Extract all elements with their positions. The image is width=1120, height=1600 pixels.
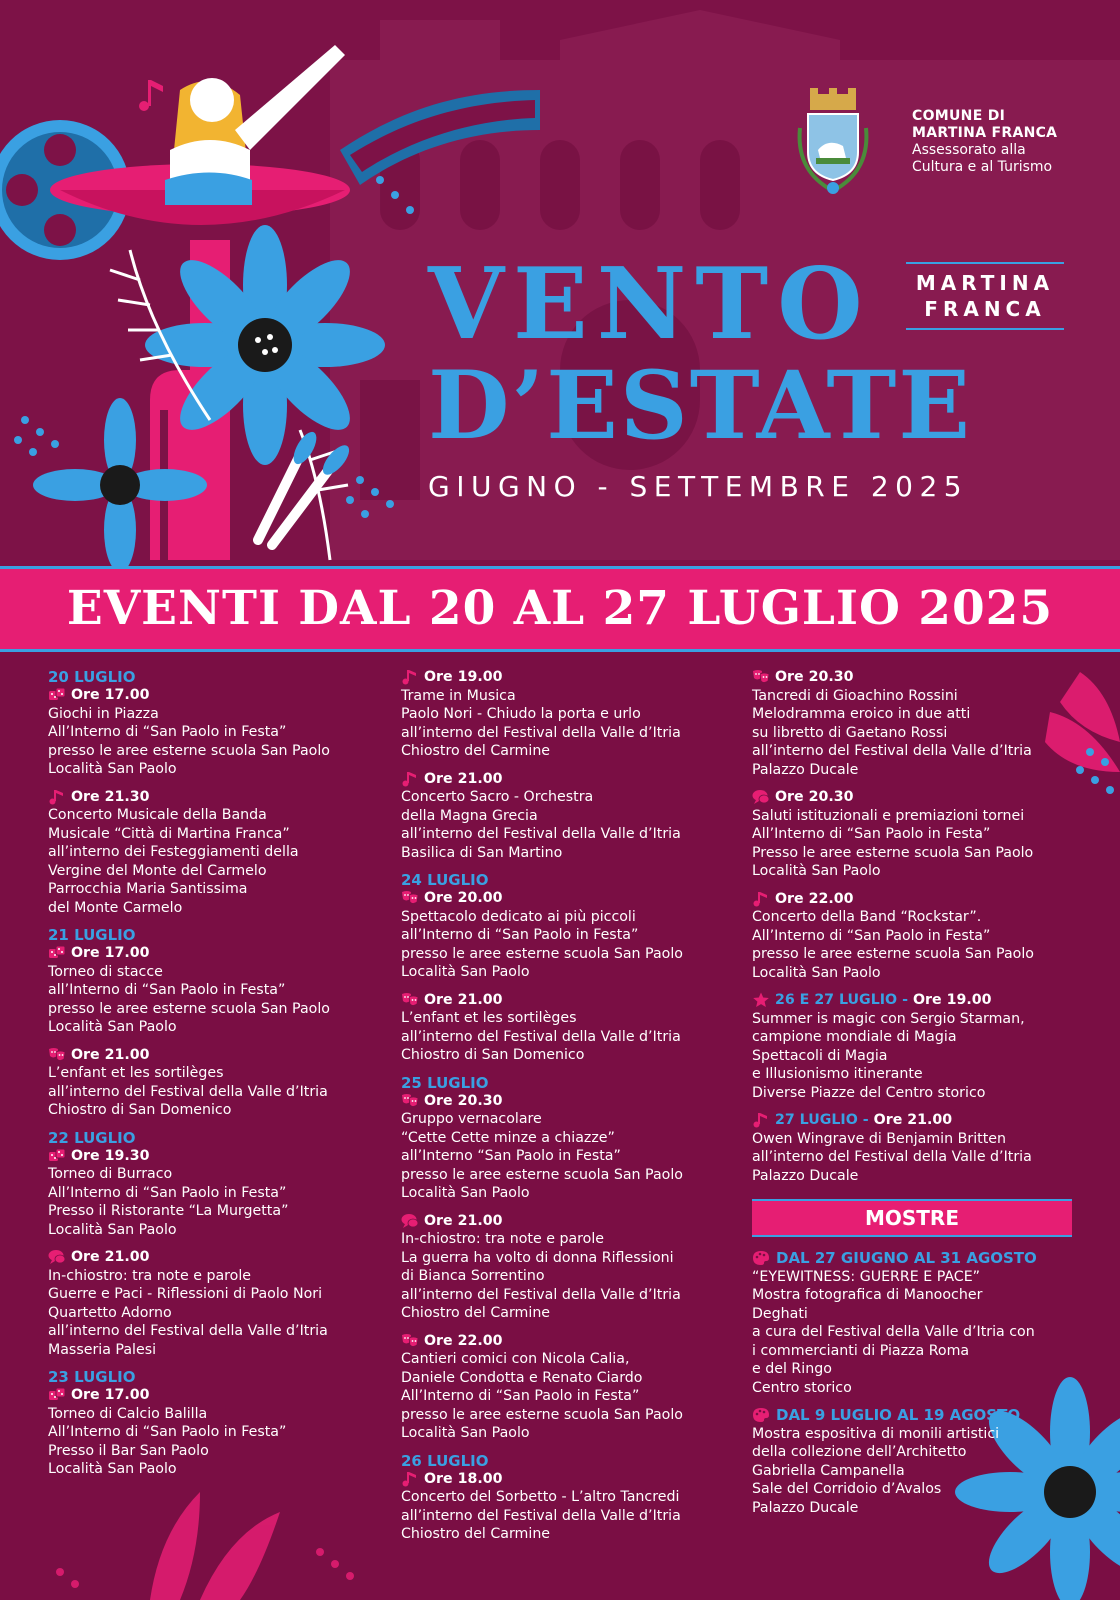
event-time: Ore 20.00 bbox=[424, 890, 503, 906]
music-note-icon bbox=[48, 789, 66, 805]
exhibition-period: DAL 9 LUGLIO AL 19 AGOSTO bbox=[776, 1406, 1021, 1424]
event-date: 22 LUGLIO bbox=[48, 1128, 136, 1147]
event-date: 26 E 27 LUGLIO bbox=[775, 992, 898, 1008]
exhibition-line: Sale del Corridoio d’Avalos bbox=[752, 1481, 942, 1497]
dice-icon bbox=[48, 1148, 66, 1164]
event-line: del Monte Carmelo bbox=[48, 899, 183, 916]
event-date: 25 LUGLIO bbox=[401, 1073, 489, 1092]
events-column-2 bbox=[401, 668, 731, 1553]
event-item bbox=[48, 1248, 378, 1359]
event-item bbox=[752, 991, 1087, 1102]
event-time-row bbox=[401, 1470, 731, 1489]
event-line: presso le aree esterne scuola San Paolo bbox=[48, 1000, 330, 1017]
event-line: Presso il Bar San Paolo bbox=[48, 1442, 209, 1459]
event-time-row bbox=[401, 668, 731, 687]
event-line: All’Interno di “San Paolo in Festa” bbox=[401, 1388, 640, 1404]
event-line: Palazzo Ducale bbox=[752, 761, 859, 778]
event-line: L’enfant et les sortilèges bbox=[48, 1065, 224, 1081]
event-line: Gruppo vernacolare bbox=[401, 1111, 542, 1127]
event-line: campione mondiale di Magia bbox=[752, 1029, 957, 1045]
events-banner-title: EVENTI DAL 20 AL 27 LUGLIO 2025 bbox=[66, 581, 1054, 636]
event-item bbox=[48, 1129, 378, 1240]
event-line: su libretto di Gaetano Rossi bbox=[752, 724, 948, 741]
event-item bbox=[401, 991, 731, 1065]
event-line: all’Interno “San Paolo in Festa” bbox=[401, 1148, 621, 1164]
event-item bbox=[752, 668, 1087, 779]
dice-icon bbox=[48, 687, 66, 703]
event-time: Ore 20.30 bbox=[775, 669, 854, 685]
event-line: presso le aree esterne scuola San Paolo bbox=[401, 945, 683, 962]
event-time: Ore 17.00 bbox=[71, 1387, 150, 1403]
event-line: All’Interno di “San Paolo in Festa” bbox=[752, 927, 991, 944]
event-line: Spettacolo dedicato ai più piccoli bbox=[401, 908, 636, 925]
assessorato-line-2: Cultura e al Turismo bbox=[912, 159, 1053, 175]
star-icon bbox=[752, 992, 770, 1008]
event-item bbox=[401, 770, 731, 863]
event-line: Chiostro del Carmine bbox=[401, 1526, 551, 1542]
event-time-row bbox=[752, 668, 1087, 687]
event-time-row bbox=[401, 770, 731, 789]
exhibition-line: a cura del Festival della Valle d’Itria con bbox=[752, 1324, 1035, 1340]
event-line: Parrocchia Maria Santissima bbox=[48, 881, 248, 897]
event-time-row bbox=[401, 991, 731, 1010]
event-line: Diverse Piazze del Centro storico bbox=[752, 1084, 986, 1101]
date-time-separator: - bbox=[902, 992, 908, 1008]
event-line: Torneo di Burraco bbox=[48, 1166, 173, 1182]
event-line: all’interno del Festival della Valle d’Itria bbox=[752, 1149, 1032, 1165]
event-line: all’interno del Festival della Valle d’Itria bbox=[401, 826, 681, 842]
exhibition-line: Centro storico bbox=[752, 1379, 852, 1396]
event-line: L’enfant et les sortilèges bbox=[401, 1010, 577, 1026]
music-note-decoration bbox=[139, 80, 163, 111]
exhibition-line: “EYEWITNESS: GUERRE E PACE” bbox=[752, 1268, 981, 1285]
event-line: Località San Paolo bbox=[752, 863, 881, 879]
event-line: Basilica di San Martino bbox=[401, 844, 563, 861]
event-date: 20 LUGLIO bbox=[48, 668, 136, 686]
event-line: Palazzo Ducale bbox=[752, 1167, 859, 1184]
event-time-row bbox=[752, 890, 1087, 909]
event-date: 26 LUGLIO bbox=[401, 1451, 489, 1470]
event-line: e Illusionismo itinerante bbox=[752, 1066, 923, 1082]
event-line: Località San Paolo bbox=[401, 1425, 530, 1441]
theater-masks-icon bbox=[401, 1333, 419, 1349]
event-line: Presso le aree esterne scuola San Paolo bbox=[752, 844, 1034, 861]
event-line: Concerto della Band “Rockstar”. bbox=[752, 909, 982, 925]
exhibition-line: Mostra espositiva di monili artistici bbox=[752, 1425, 1000, 1442]
event-time-row bbox=[401, 1212, 731, 1231]
event-time-row bbox=[48, 1386, 378, 1405]
event-line: Chiostro di San Domenico bbox=[48, 1102, 232, 1118]
event-time: Ore 21.00 bbox=[424, 1212, 503, 1229]
event-line: Daniele Condotta e Renato Ciardo bbox=[401, 1369, 643, 1386]
event-line: Località San Paolo bbox=[401, 1185, 530, 1201]
theater-masks-icon bbox=[401, 1093, 419, 1109]
event-date: 23 LUGLIO bbox=[48, 1368, 136, 1386]
event-time: Ore 21.00 bbox=[424, 770, 503, 787]
event-line: all’interno del Festival della Valle d’Itria bbox=[401, 724, 681, 741]
event-time-row bbox=[401, 889, 731, 908]
exhibition-line: della collezione dell’Architetto bbox=[752, 1444, 967, 1460]
event-time: Ore 17.00 bbox=[71, 687, 150, 703]
event-date: 24 LUGLIO bbox=[401, 871, 489, 889]
dice-icon bbox=[48, 945, 66, 961]
event-line: all’interno del Festival della Valle d’Itria bbox=[401, 1286, 681, 1303]
event-item bbox=[48, 1046, 378, 1120]
event-time-row bbox=[752, 788, 1087, 807]
assessorato-line-1: Assessorato alla bbox=[912, 142, 1026, 158]
event-item bbox=[401, 871, 731, 982]
speech-bubble-icon bbox=[752, 789, 770, 805]
exhibition-line: Palazzo Ducale bbox=[752, 1499, 859, 1516]
exhibition-period: DAL 27 GIUGNO AL 31 AGOSTO bbox=[776, 1249, 1037, 1267]
event-time-row bbox=[401, 1332, 731, 1351]
city-line-2: FRANCA bbox=[924, 297, 1046, 321]
event-time-row bbox=[48, 1046, 378, 1065]
event-item bbox=[401, 1452, 731, 1544]
event-line: Località San Paolo bbox=[48, 1221, 177, 1238]
event-line: presso le aree esterne scuola San Paolo bbox=[401, 1406, 683, 1423]
event-time-row bbox=[48, 1248, 378, 1267]
speech-bubble-icon bbox=[48, 1249, 66, 1265]
event-line: Melodramma eroico in due atti bbox=[752, 706, 971, 722]
theater-masks-icon bbox=[401, 890, 419, 906]
event-date: 21 LUGLIO bbox=[48, 926, 136, 944]
event-line: Località San Paolo bbox=[48, 1461, 177, 1477]
event-line: All’Interno di “San Paolo in Festa” bbox=[48, 1184, 287, 1201]
event-line: all’interno dei Festeggiamenti della bbox=[48, 844, 299, 860]
event-line: Trame in Musica bbox=[401, 687, 516, 704]
comune-line-1: COMUNE DI bbox=[912, 108, 1006, 124]
event-time: Ore 22.00 bbox=[424, 1332, 503, 1349]
festival-dates: GIUGNO - SETTEMBRE 2025 bbox=[428, 470, 969, 503]
event-line: Torneo di Calcio Balilla bbox=[48, 1405, 208, 1422]
event-time: Ore 19.00 bbox=[424, 669, 503, 685]
event-line: all’interno del Festival della Valle d’Itria bbox=[752, 743, 1032, 759]
event-line: Concerto del Sorbetto - L’altro Tancredi bbox=[401, 1489, 680, 1505]
exhibition-period-row bbox=[752, 1249, 1087, 1268]
event-line: di Bianca Sorrentino bbox=[401, 1268, 545, 1284]
event-line: Chiostro del Carmine bbox=[401, 743, 551, 759]
exhibition-line: Gabriella Campanella bbox=[752, 1462, 905, 1479]
event-time-row bbox=[752, 1111, 1087, 1130]
exhibition-line: Deghati bbox=[752, 1305, 808, 1322]
event-time-row bbox=[48, 686, 378, 705]
event-line: Musicale “Città di Martina Franca” bbox=[48, 825, 290, 842]
palette-icon bbox=[752, 1407, 770, 1423]
event-time-row bbox=[401, 1092, 731, 1111]
event-line: presso le aree esterne scuola San Paolo bbox=[752, 946, 1034, 962]
event-line: In-chiostro: tra note e parole bbox=[48, 1267, 252, 1284]
event-line: All’Interno di “San Paolo in Festa” bbox=[48, 1424, 287, 1440]
event-line: Giochi in Piazza bbox=[48, 705, 159, 722]
event-line: Guerre e Paci - Riflessioni di Paolo Nori bbox=[48, 1286, 323, 1302]
exhibition-line: e del Ringo bbox=[752, 1361, 832, 1377]
exhibition-line: i commercianti di Piazza Roma bbox=[752, 1342, 970, 1359]
event-item bbox=[48, 1368, 378, 1479]
event-item bbox=[401, 1074, 731, 1203]
event-time: Ore 20.30 bbox=[775, 789, 854, 805]
event-line: all’Interno di “San Paolo in Festa” bbox=[401, 927, 639, 943]
event-line: Chiostro di San Domenico bbox=[401, 1047, 585, 1063]
music-note-icon bbox=[401, 669, 419, 685]
event-line: All’Interno di “San Paolo in Festa” bbox=[48, 724, 287, 740]
city-label bbox=[906, 262, 1064, 330]
event-time: Ore 21.00 bbox=[71, 1249, 150, 1265]
music-note-icon bbox=[752, 1112, 770, 1128]
event-line: Summer is magic con Sergio Starman, bbox=[752, 1010, 1025, 1027]
music-note-icon bbox=[752, 891, 770, 907]
event-line: Paolo Nori - Chiudo la porta e urlo bbox=[401, 706, 641, 722]
event-line: Owen Wingrave di Benjamin Britten bbox=[752, 1130, 1006, 1147]
event-time-row bbox=[752, 991, 1087, 1010]
event-line: La guerra ha volto di donna Riflessioni bbox=[401, 1249, 674, 1266]
events-column-1 bbox=[48, 668, 378, 1488]
title-line-2: D’ESTATE bbox=[428, 351, 972, 461]
event-time: Ore 21.00 bbox=[873, 1112, 953, 1128]
event-line: Cantieri comici con Nicola Calia, bbox=[401, 1351, 630, 1367]
event-line: all’interno del Festival della Valle d’Itria bbox=[401, 1507, 681, 1524]
event-line: All’Interno di “San Paolo in Festa” bbox=[752, 826, 991, 842]
theater-masks-icon bbox=[48, 1047, 66, 1063]
event-item bbox=[401, 1212, 731, 1323]
event-line: della Magna Grecia bbox=[401, 807, 538, 824]
speech-bubble-icon bbox=[401, 1213, 419, 1229]
event-time-row bbox=[48, 788, 378, 807]
theater-masks-icon bbox=[752, 669, 770, 685]
event-time: Ore 21.30 bbox=[71, 788, 150, 805]
event-line: Vergine del Monte del Carmelo bbox=[48, 862, 267, 879]
event-item bbox=[401, 668, 731, 761]
event-time: Ore 19.30 bbox=[71, 1147, 150, 1164]
city-line-1: MARTINA bbox=[915, 271, 1055, 295]
event-item bbox=[48, 926, 378, 1037]
theater-masks-icon bbox=[401, 992, 419, 1008]
municipality-label bbox=[912, 108, 1057, 176]
event-line: “Cette Cette minze a chiazze” bbox=[401, 1129, 615, 1146]
event-time: Ore 21.00 bbox=[424, 991, 503, 1008]
event-time-row bbox=[48, 1147, 378, 1166]
event-line: Spettacoli di Magia bbox=[752, 1047, 888, 1064]
event-line: all’Interno di “San Paolo in Festa” bbox=[48, 982, 286, 998]
event-item bbox=[752, 1111, 1087, 1185]
event-line: Quartetto Adorno bbox=[48, 1304, 172, 1321]
event-line: Concerto Musicale della Banda bbox=[48, 807, 267, 823]
event-line: presso le aree esterne scuola San Paolo bbox=[48, 742, 330, 759]
event-time: Ore 18.00 bbox=[424, 1470, 503, 1487]
event-item bbox=[401, 1332, 731, 1443]
event-line: Chiostro del Carmine bbox=[401, 1305, 551, 1321]
event-line: Località San Paolo bbox=[48, 1019, 177, 1035]
event-item bbox=[752, 890, 1087, 983]
title-line-1: VENTO bbox=[428, 247, 872, 362]
music-note-icon bbox=[401, 771, 419, 787]
event-line: Tancredi di Gioachino Rossini bbox=[752, 687, 958, 704]
event-line: presso le aree esterne scuola San Paolo bbox=[401, 1166, 683, 1183]
dice-icon bbox=[48, 1387, 66, 1403]
event-line: Località San Paolo bbox=[401, 964, 530, 980]
events-banner bbox=[0, 566, 1120, 652]
event-time: Ore 22.00 bbox=[775, 890, 854, 907]
exhibition-line: Mostra fotografica di Manoocher bbox=[752, 1287, 983, 1303]
event-line: Località San Paolo bbox=[752, 964, 881, 981]
coat-of-arms-logo bbox=[788, 88, 878, 200]
event-date: 27 LUGLIO bbox=[775, 1112, 858, 1128]
event-line: all’interno del Festival della Valle d’Itria bbox=[401, 1028, 681, 1045]
exhibition-period-row bbox=[752, 1406, 1087, 1425]
event-time: Ore 19.00 bbox=[912, 992, 992, 1008]
event-line: Torneo di stacce bbox=[48, 963, 163, 980]
event-line: Concerto Sacro - Orchestra bbox=[401, 789, 594, 805]
event-time: Ore 17.00 bbox=[71, 945, 150, 961]
hero-header bbox=[0, 0, 1120, 570]
event-line: Saluti istituzionali e premiazioni tornei bbox=[752, 807, 1025, 824]
event-time: Ore 20.30 bbox=[424, 1092, 503, 1109]
event-item bbox=[752, 788, 1087, 881]
event-item bbox=[48, 668, 378, 779]
events-column-3 bbox=[752, 668, 1087, 1526]
event-line: all’interno del Festival della Valle d’Itria bbox=[48, 1083, 328, 1100]
event-time-row bbox=[48, 944, 378, 963]
date-time-separator: - bbox=[862, 1112, 869, 1128]
event-line: Presso il Ristorante “La Murgetta” bbox=[48, 1203, 289, 1219]
comune-line-2: MARTINA FRANCA bbox=[912, 125, 1058, 141]
music-note-icon bbox=[401, 1471, 419, 1487]
event-line: Masseria Palesi bbox=[48, 1341, 157, 1358]
event-line: In-chiostro: tra note e parole bbox=[401, 1231, 605, 1247]
event-item bbox=[48, 788, 378, 918]
exhibition-item bbox=[752, 1406, 1087, 1517]
event-line: Località San Paolo bbox=[48, 761, 177, 777]
palette-icon bbox=[752, 1250, 770, 1266]
event-line: all’interno del Festival della Valle d’Itria bbox=[48, 1323, 328, 1339]
mostre-header: MOSTRE bbox=[752, 1199, 1072, 1237]
exhibition-item bbox=[752, 1249, 1087, 1397]
event-time: Ore 21.00 bbox=[71, 1046, 150, 1063]
